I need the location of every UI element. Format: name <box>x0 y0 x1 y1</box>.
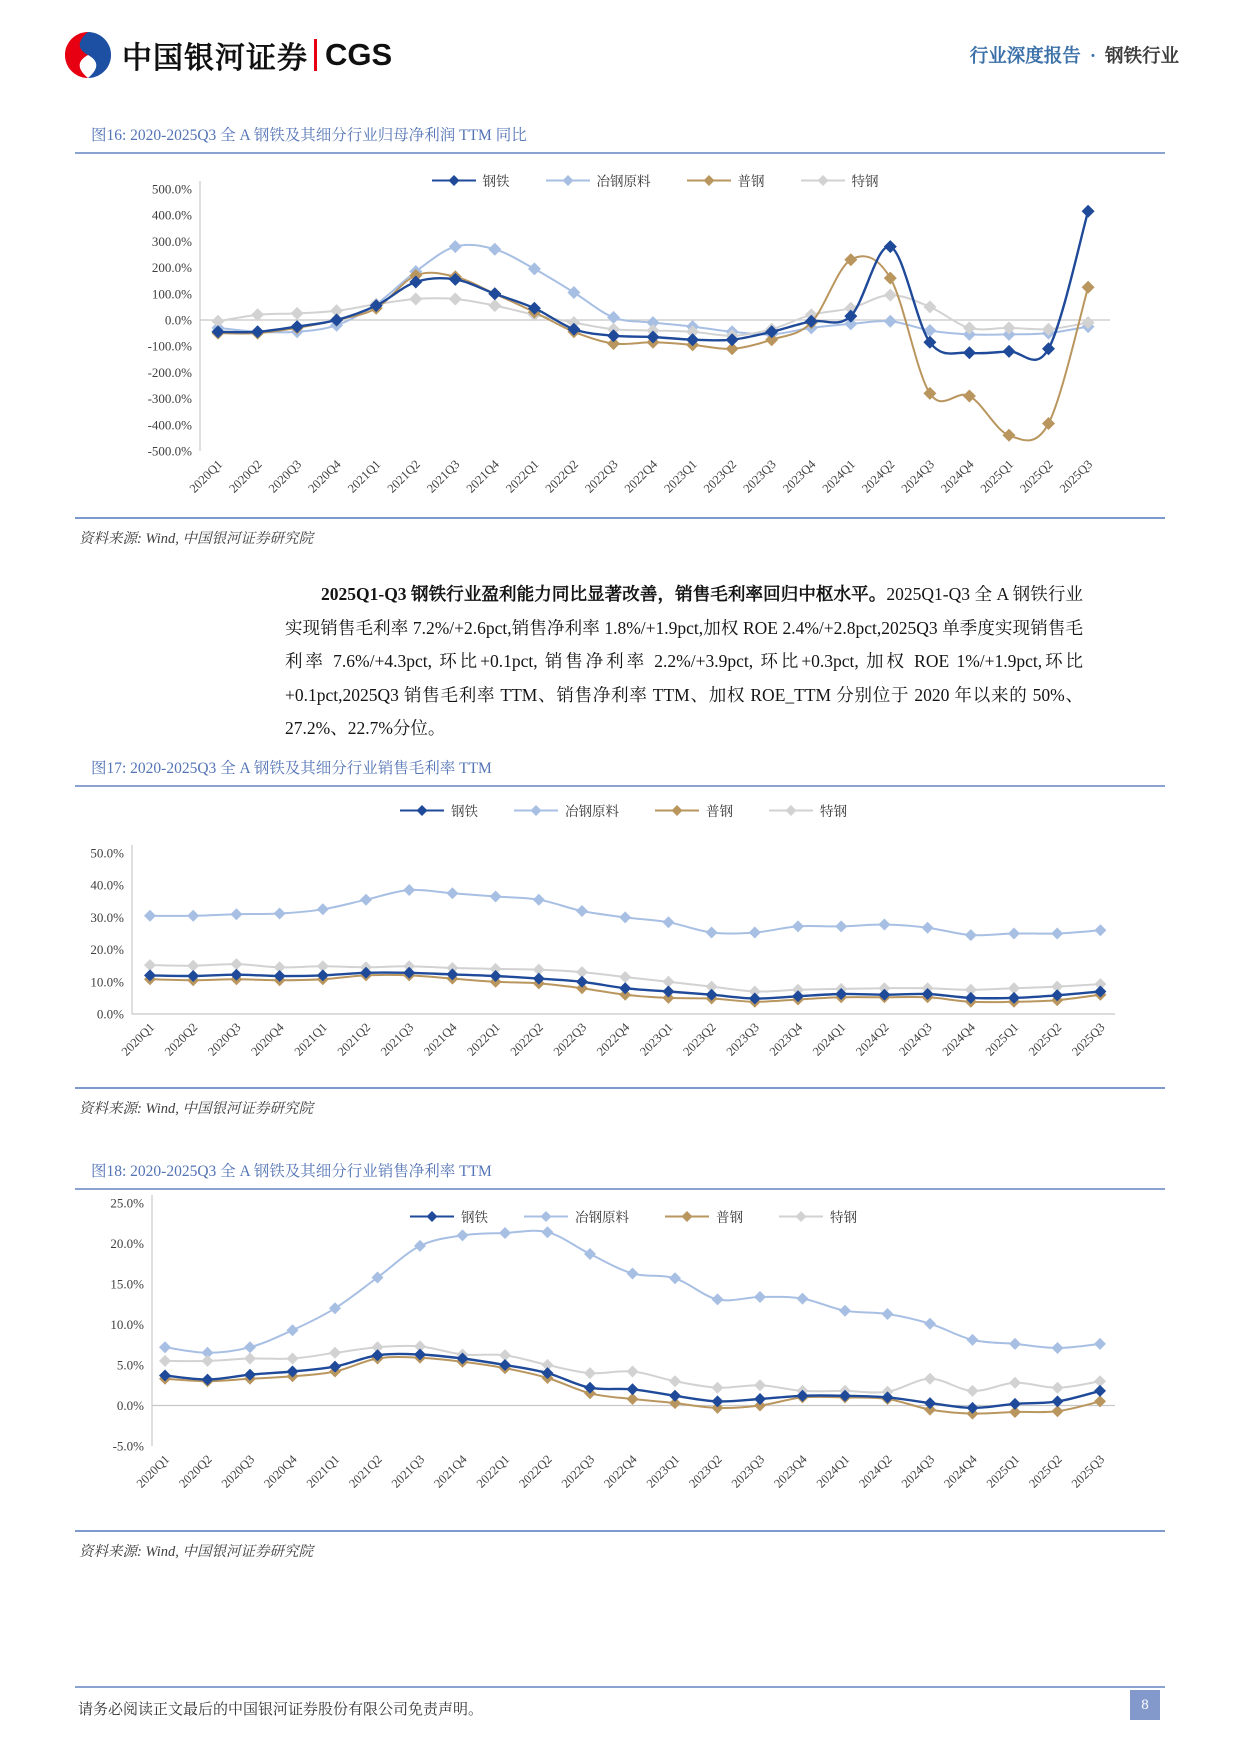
svg-text:2023Q4: 2023Q4 <box>771 1452 810 1491</box>
legend-item-普钢 <box>687 170 765 190</box>
svg-text:2024Q3: 2024Q3 <box>898 457 938 496</box>
figure-16-source: 资料来源: Wind, 中国银河证券研究院 <box>79 531 314 547</box>
svg-text:2020Q1: 2020Q1 <box>118 1020 158 1059</box>
figure-18-source: 资料来源: Wind, 中国银河证券研究院 <box>79 1544 314 1560</box>
chart-net-margin-ttm <box>75 1190 1165 1530</box>
figure-18-separator <box>75 1530 1165 1532</box>
svg-text:2021Q3: 2021Q3 <box>388 1452 428 1491</box>
legend-label: 冶钢原料 <box>565 804 619 819</box>
svg-text:2024Q2: 2024Q2 <box>859 457 898 496</box>
chart-17-legend <box>132 802 1115 818</box>
svg-text:50.0%: 50.0% <box>90 845 124 861</box>
svg-text:2021Q4: 2021Q4 <box>463 457 502 496</box>
svg-text:2021Q2: 2021Q2 <box>346 1452 385 1491</box>
legend-label: 冶钢原料 <box>596 174 651 189</box>
svg-text:2023Q4: 2023Q4 <box>780 457 819 496</box>
svg-text:2020Q4: 2020Q4 <box>305 457 344 496</box>
legend-marker-icon <box>400 804 444 817</box>
legend-item-特钢 <box>769 800 847 820</box>
svg-text:2021Q2: 2021Q2 <box>384 457 423 496</box>
svg-text:2022Q4: 2022Q4 <box>621 457 661 496</box>
svg-text:2024Q1: 2024Q1 <box>813 1452 853 1491</box>
legend-label: 冶钢原料 <box>575 1210 629 1225</box>
y-axis-tick-labels <box>90 846 124 1022</box>
legend-marker-icon <box>769 804 813 817</box>
svg-text:2022Q2: 2022Q2 <box>516 1452 555 1491</box>
separator-dot: · <box>1089 47 1096 67</box>
report-type-text: 行业深度报告 <box>969 47 1081 67</box>
legend-item-冶钢原料 <box>546 170 651 190</box>
galaxy-logo-icon <box>64 31 112 79</box>
legend-marker-icon <box>514 804 558 817</box>
svg-text:2023Q1: 2023Q1 <box>661 457 700 496</box>
svg-text:2022Q4: 2022Q4 <box>601 1452 640 1491</box>
legend-label: 特钢 <box>830 1210 857 1225</box>
svg-text:2025Q1: 2025Q1 <box>977 457 1017 496</box>
svg-text:2025Q3: 2025Q3 <box>1069 1020 1108 1059</box>
footer-rule <box>75 1686 1165 1688</box>
legend-item-普钢 <box>665 1206 743 1226</box>
legend-label: 普钢 <box>716 1210 743 1225</box>
svg-text:2021Q3: 2021Q3 <box>424 457 463 496</box>
figure-17-separator <box>75 1087 1165 1089</box>
svg-text:2022Q3: 2022Q3 <box>582 457 621 496</box>
legend-marker-icon <box>524 1210 568 1223</box>
legend-label: 钢铁 <box>451 804 478 819</box>
svg-text:2023Q4: 2023Q4 <box>766 1020 806 1059</box>
chart-net-profit-yoy <box>75 154 1165 517</box>
svg-text:25.0%: 25.0% <box>110 1195 144 1211</box>
svg-text:2021Q4: 2021Q4 <box>421 1020 460 1059</box>
svg-text:2022Q4: 2022Q4 <box>593 1020 633 1059</box>
logo-text-en: CGS <box>325 37 393 72</box>
svg-text:2024Q4: 2024Q4 <box>941 1452 980 1491</box>
svg-text:-300.0%: -300.0% <box>147 391 192 407</box>
svg-text:2022Q1: 2022Q1 <box>503 457 542 496</box>
svg-text:2020Q1: 2020Q1 <box>186 457 226 496</box>
paragraph-body-text: 2025Q1-Q3 全 A 钢铁行业实现销售毛利率 7.2%/+2.6pct,销售净利率 1.8%/+1.9pct,加权 ROE 2.4%/+2.8pct,2025Q3 单季度实现销售毛利率 7.6%/+4.3pct, 环比+0.1pct, 销售净利率 2.2%/+3.9pct, 环比+0.3pct, 加权 ROE 1%/+1.9pct,环比+0.1pct,2025Q3 销售毛利率 TTM、销售净利率 TTM、加权 ROE_TTM 分别位于 2020 年以来的 50%、27.2%、22.7%分位。 <box>285 584 1083 738</box>
svg-text:30.0%: 30.0% <box>90 909 124 925</box>
svg-text:2020Q1: 2020Q1 <box>133 1452 173 1491</box>
svg-text:2021Q4: 2021Q4 <box>431 1452 470 1491</box>
legend-label: 钢铁 <box>482 174 510 189</box>
svg-text:2020Q4: 2020Q4 <box>248 1020 287 1059</box>
legend-item-普钢 <box>655 800 733 820</box>
svg-text:2023Q3: 2023Q3 <box>740 457 779 496</box>
svg-text:2022Q2: 2022Q2 <box>542 457 582 496</box>
svg-text:2020Q3: 2020Q3 <box>218 1452 258 1491</box>
svg-text:100.0%: 100.0% <box>151 286 192 302</box>
series-冶钢原料 <box>159 1226 1106 1359</box>
svg-text:2025Q3: 2025Q3 <box>1068 1452 1108 1491</box>
svg-text:2024Q4: 2024Q4 <box>939 1020 978 1059</box>
x-axis-tick-labels <box>119 1020 1108 1059</box>
svg-text:2022Q3: 2022Q3 <box>550 1020 590 1059</box>
svg-text:2024Q1: 2024Q1 <box>819 457 858 496</box>
svg-text:2024Q2: 2024Q2 <box>856 1452 895 1491</box>
svg-text:500.0%: 500.0% <box>151 181 192 197</box>
svg-text:2020Q4: 2020Q4 <box>261 1452 300 1491</box>
legend-label: 钢铁 <box>461 1210 488 1225</box>
svg-text:2020Q3: 2020Q3 <box>205 1020 244 1059</box>
svg-text:-5.0%: -5.0% <box>112 1438 144 1454</box>
figure-16-separator <box>75 517 1165 519</box>
svg-text:0.0%: 0.0% <box>116 1398 144 1413</box>
report-type-label <box>970 42 1179 68</box>
svg-text:2020Q2: 2020Q2 <box>226 457 265 496</box>
svg-text:5.0%: 5.0% <box>116 1357 144 1373</box>
svg-text:-200.0%: -200.0% <box>147 364 192 380</box>
figure-17 <box>75 753 1165 1118</box>
series-普钢 <box>212 253 1095 442</box>
body-paragraph <box>285 578 1083 746</box>
x-axis-tick-labels <box>134 1452 1107 1491</box>
svg-text:2025Q1: 2025Q1 <box>982 1020 1022 1059</box>
svg-text:2024Q3: 2024Q3 <box>898 1452 938 1491</box>
svg-text:2021Q1: 2021Q1 <box>291 1020 330 1059</box>
legend-item-钢铁 <box>410 1206 488 1226</box>
svg-text:2021Q2: 2021Q2 <box>334 1020 374 1059</box>
legend-marker-icon <box>665 1210 709 1223</box>
industry-name: 钢铁行业 <box>1104 47 1179 67</box>
svg-text:15.0%: 15.0% <box>110 1276 144 1292</box>
svg-text:10.0%: 10.0% <box>110 1317 144 1332</box>
logo-divider <box>314 39 317 71</box>
svg-text:2020Q2: 2020Q2 <box>161 1020 201 1059</box>
disclaimer-text: 请务必阅读正文最后的中国银河证券股份有限公司免责声明。 <box>78 1702 484 1718</box>
svg-text:-400.0%: -400.0% <box>147 417 192 433</box>
logo-text-cn: 中国银河证券 <box>122 42 308 75</box>
svg-text:0.0%: 0.0% <box>96 1006 124 1022</box>
figure-17-title: 图17: 2020-2025Q3 全 A 钢铁及其细分行业销售毛利率 TTM <box>91 760 492 777</box>
chart-16-legend <box>200 172 1110 188</box>
svg-text:2021Q3: 2021Q3 <box>377 1020 417 1059</box>
figure-17-source: 资料来源: Wind, 中国银河证券研究院 <box>79 1101 314 1117</box>
paragraph-bold-lead: 2025Q1-Q3 钢铁行业盈利能力同比显著改善，销售毛利率回归中枢水平。 <box>321 584 887 604</box>
legend-item-冶钢原料 <box>524 1206 629 1226</box>
legend-marker-icon <box>687 174 731 187</box>
svg-text:2025Q2: 2025Q2 <box>1026 1452 1065 1491</box>
svg-text:2023Q1: 2023Q1 <box>643 1452 683 1491</box>
svg-text:2024Q4: 2024Q4 <box>938 457 977 496</box>
svg-text:2022Q1: 2022Q1 <box>473 1452 513 1491</box>
svg-text:2022Q2: 2022Q2 <box>507 1020 546 1059</box>
legend-label: 普钢 <box>737 174 765 189</box>
svg-text:2025Q2: 2025Q2 <box>1017 457 1056 496</box>
legend-label: 特钢 <box>851 174 879 189</box>
svg-text:2025Q3: 2025Q3 <box>1056 457 1096 496</box>
svg-text:2020Q3: 2020Q3 <box>265 457 305 496</box>
series-钢铁 <box>212 205 1095 360</box>
series-冶钢原料 <box>144 884 1106 941</box>
svg-text:2023Q2: 2023Q2 <box>700 457 740 496</box>
svg-text:-100.0%: -100.0% <box>147 338 192 354</box>
svg-text:2024Q2: 2024Q2 <box>853 1020 892 1059</box>
legend-item-特钢 <box>801 170 879 190</box>
svg-text:2021Q1: 2021Q1 <box>303 1452 343 1491</box>
legend-item-特钢 <box>779 1206 857 1226</box>
legend-item-钢铁 <box>400 800 478 820</box>
svg-text:400.0%: 400.0% <box>151 207 192 223</box>
chart-18-legend <box>152 1208 1115 1224</box>
legend-label: 普钢 <box>706 804 733 819</box>
svg-text:2023Q3: 2023Q3 <box>723 1020 762 1059</box>
svg-text:20.0%: 20.0% <box>90 942 124 958</box>
svg-text:2021Q1: 2021Q1 <box>344 457 384 496</box>
svg-text:10.0%: 10.0% <box>90 974 124 990</box>
y-axis-tick-labels <box>110 1196 144 1454</box>
figure-16 <box>75 120 1165 548</box>
svg-text:2023Q3: 2023Q3 <box>728 1452 768 1491</box>
figure-18-title: 图18: 2020-2025Q3 全 A 钢铁及其细分行业销售净利率 TTM <box>91 1163 492 1180</box>
figure-16-title: 图16: 2020-2025Q3 全 A 钢铁及其细分行业归母净利润 TTM 同比 <box>91 127 527 144</box>
legend-label: 特钢 <box>820 804 847 819</box>
legend-item-冶钢原料 <box>514 800 619 820</box>
cgs-logo <box>64 31 392 79</box>
svg-text:200.0%: 200.0% <box>151 260 192 276</box>
page-header <box>64 28 1179 82</box>
legend-marker-icon <box>410 1210 454 1223</box>
svg-text:2025Q1: 2025Q1 <box>983 1452 1023 1491</box>
chart-gross-margin-ttm <box>75 787 1165 1087</box>
svg-text:2023Q1: 2023Q1 <box>637 1020 676 1059</box>
page-number-badge: 8 <box>1130 1690 1160 1720</box>
svg-text:2024Q1: 2024Q1 <box>809 1020 849 1059</box>
svg-text:20.0%: 20.0% <box>110 1236 144 1251</box>
legend-marker-icon <box>779 1210 823 1223</box>
svg-text:-500.0%: -500.0% <box>147 443 192 459</box>
legend-marker-icon <box>432 174 476 187</box>
svg-text:2025Q2: 2025Q2 <box>1025 1020 1065 1059</box>
y-axis-tick-labels <box>148 182 193 459</box>
svg-text:2020Q2: 2020Q2 <box>176 1452 215 1491</box>
svg-text:0.0%: 0.0% <box>164 312 192 328</box>
svg-text:2022Q1: 2022Q1 <box>464 1020 503 1059</box>
legend-marker-icon <box>801 174 845 187</box>
figure-18 <box>75 1156 1165 1561</box>
svg-text:2023Q2: 2023Q2 <box>680 1020 719 1059</box>
svg-text:2022Q3: 2022Q3 <box>558 1452 598 1491</box>
legend-marker-icon <box>655 804 699 817</box>
x-axis-tick-labels <box>187 457 1095 496</box>
svg-text:2023Q2: 2023Q2 <box>686 1452 725 1491</box>
svg-text:2024Q3: 2024Q3 <box>896 1020 935 1059</box>
legend-marker-icon <box>546 174 590 187</box>
svg-text:40.0%: 40.0% <box>90 877 124 893</box>
legend-item-钢铁 <box>432 170 510 190</box>
svg-text:300.0%: 300.0% <box>151 233 192 249</box>
